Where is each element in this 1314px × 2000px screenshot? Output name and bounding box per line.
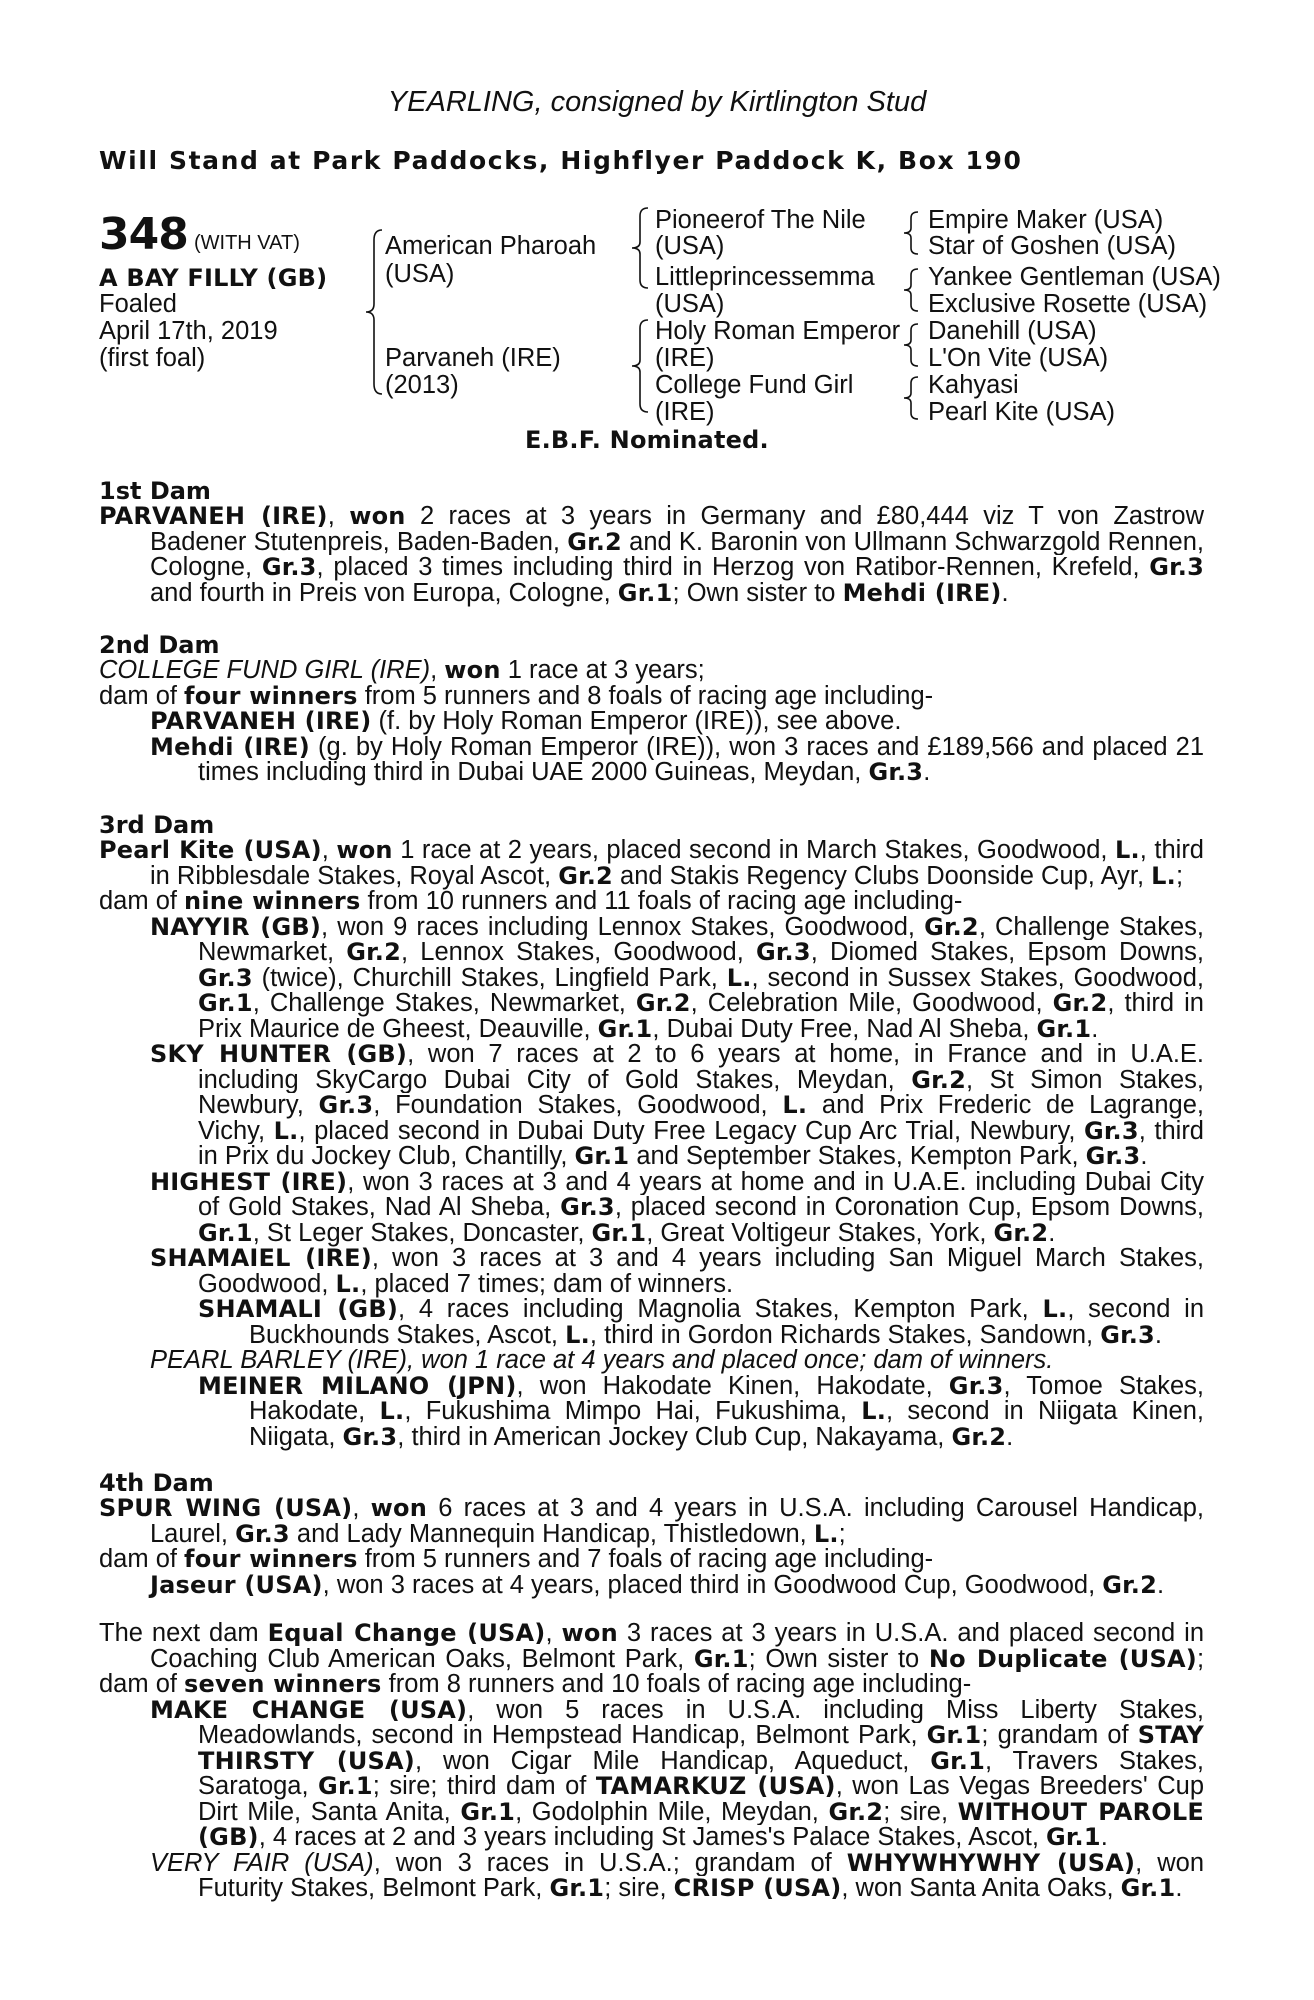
dam-name: Parvaneh (IRE) (385, 344, 561, 372)
first-dam-heading: 1st Dam (99, 477, 211, 505)
body-line: Jaseur (USA), won 3 races at 4 years, placed third in Goodwood Cup, Goodwood, Gr.2. (150, 1570, 1165, 1599)
body-line: Gr.1, St Leger Stakes, Doncaster, Gr.1, Great Voltigeur Stakes, York, Gr.2. (198, 1218, 1056, 1247)
ebf-nomination: E.B.F. Nominated. (525, 426, 769, 454)
body-line: VERY FAIR (USA), won 3 races in U.S.A.; grandam of WHYWHYWHY (USA), won (150, 1850, 1204, 1876)
vat-note: (WITH VAT) (194, 232, 300, 254)
sire-origin: (USA) (385, 260, 455, 288)
third-dam-heading: 3rd Dam (99, 811, 215, 839)
body-line: THIRSTY (USA), won Cigar Mile Handicap, Aqueduct, Gr.1, Travers Stakes, (198, 1748, 1204, 1774)
body-line: Futurity Stakes, Belmont Park, Gr.1; sire, CRISP (USA), won Santa Anita Oaks, Gr.1. (198, 1874, 1183, 1902)
body-line: (GB), 4 races at 2 and 3 years including St James's Palace Stakes, Ascot, Gr.1. (198, 1823, 1108, 1851)
ped-g2-2-name: Littleprincessemma (655, 263, 875, 291)
lot-name: A BAY FILLY (GB) (99, 264, 328, 292)
body-line: dam of seven winners from 8 runners and 10 foals of racing age including- (99, 1670, 972, 1698)
ped-g2-1-origin: (USA) (655, 232, 725, 260)
body-line: dam of nine winners from 10 runners and 11 foals of racing age including- (99, 887, 963, 915)
body-line: Saratoga, Gr.1; sire; third dam of TAMARKUZ (USA), won Las Vegas Breeders' Cup (198, 1774, 1204, 1800)
ped-g3-5: Danehill (USA) (928, 317, 1097, 345)
body-line: Mehdi (IRE) (g. by Holy Roman Emperor (IRE)), won 3 races and £189,566 and placed 21 (150, 734, 1204, 760)
ped-g2-3-origin: (IRE) (655, 344, 715, 372)
body-line: PARVANEH (IRE) (f. by Holy Roman Emperor (IRE)), see above. (150, 707, 902, 735)
gen3-brace-4 (900, 375, 922, 421)
body-line: Pearl Kite (USA), won 1 race at 2 years, placed second in March Stakes, Goodwood, L., third (99, 838, 1204, 864)
body-line: in Prix du Jockey Club, Chantilly, Gr.1 and September Stakes, Kempton Park, Gr.3. (198, 1142, 1148, 1170)
ped-g2-4-origin: (IRE) (655, 398, 715, 426)
dam-brace (628, 318, 652, 414)
ped-g3-2: Star of Goshen (USA) (928, 232, 1177, 260)
ped-g2-3-name: Holy Roman Emperor (655, 317, 901, 345)
body-line: MEINER MILANO (JPN), won Hakodate Kinen, Hakodate, Gr.3, Tomoe Stakes, (198, 1373, 1204, 1399)
body-line: MAKE CHANGE (USA), won 5 races in U.S.A. including Miss Liberty Stakes, (150, 1697, 1204, 1723)
foal-note: (first foal) (99, 344, 206, 372)
body-line: NAYYIR (GB), won 9 races including Lennox Stakes, Goodwood, Gr.2, Challenge Stakes, (150, 914, 1204, 940)
body-line: times including third in Dubai UAE 2000 Guineas, Meydan, Gr.3. (198, 758, 931, 786)
sire-brace (628, 206, 652, 290)
body-line: dam of four winners from 5 runners and 8 foals of racing age including- (99, 681, 934, 710)
body-line: COLLEGE FUND GIRL (IRE), won 1 race at 3 years; (99, 656, 705, 684)
body-line: of Gold Stakes, Nad Al Sheba, Gr.3, placed second in Coronation Cup, Epsom Downs, (198, 1195, 1204, 1221)
ped-g3-1: Empire Maker (USA) (928, 206, 1164, 234)
body-line: SHAMAIEL (IRE), won 3 races at 3 and 4 years including San Miguel March Stakes, (150, 1246, 1204, 1272)
sire-name: American Pharoah (385, 232, 597, 260)
fourth-dam-section (99, 1470, 1204, 1598)
ped-g2-1-name: Pioneerof The Nile (655, 206, 866, 234)
body-line: Newbury, Gr.3, Foundation Stakes, Goodwood, L. and Prix Frederic de Lagrange, (198, 1093, 1204, 1119)
sire-dam-brace (362, 228, 386, 396)
body-line: HIGHEST (IRE), won 3 races at 3 and 4 years at home and in U.A.E. including Dubai City (150, 1169, 1204, 1195)
ped-g3-6: L'On Vite (USA) (928, 344, 1109, 372)
page-title: YEARLING, consigned by Kirtlington Stud (387, 86, 927, 118)
second-dam-heading: 2nd Dam (99, 631, 220, 659)
body-line: PEARL BARLEY (IRE), won 1 race at 4 years and placed once; dam of winners. (150, 1346, 1054, 1374)
body-line: Gr.1, Challenge Stakes, Newmarket, Gr.2, Celebration Mile, Goodwood, Gr.2, third in (198, 991, 1204, 1017)
foaled-date: April 17th, 2019 (99, 317, 278, 345)
body-line: Niigata, Gr.3, third in American Jockey Club Cup, Nakayama, Gr.2. (249, 1422, 1014, 1451)
ped-g3-8: Pearl Kite (USA) (928, 398, 1116, 426)
fourth-dam-heading: 4th Dam (99, 1469, 214, 1497)
first-dam-section (99, 478, 1204, 606)
ped-g3-3: Yankee Gentleman (USA) (928, 263, 1221, 291)
body-line: dam of four winners from 5 runners and 7 foals of racing age including- (99, 1545, 934, 1573)
gen3-brace-3 (900, 322, 922, 368)
body-line: including SkyCargo Dubai City of Gold Stakes, Meydan, Gr.2, St Simon Stakes, (198, 1067, 1204, 1093)
body-line: Meadowlands, second in Hempstead Handicap, Belmont Park, Gr.1; grandam of STAY (198, 1723, 1204, 1749)
second-dam-section (99, 632, 1204, 786)
body-line: Hakodate, L., Fukushima Mimpo Hai, Fukushima, L., second in Niigata Kinen, (249, 1399, 1204, 1425)
body-line: Cologne, Gr.3, placed 3 times including third in Herzog von Ratibor-Rennen, Krefeld, Gr.3 (150, 555, 1204, 581)
body-line: Newmarket, Gr.2, Lennox Stakes, Goodwood, Gr.3, Diomed Stakes, Epsom Downs, (198, 940, 1204, 966)
body-line: PARVANEH (IRE), won 2 races at 3 years in Germany and £80,444 viz T von Zastrow (99, 504, 1204, 530)
body-line: Laurel, Gr.3 and Lady Mannequin Handicap, Thistledown, L.; (150, 1519, 846, 1548)
body-line: SPUR WING (USA), won 6 races at 3 and 4 years in U.S.A. including Carousel Handicap, (99, 1496, 1204, 1522)
foaled-label: Foaled (99, 290, 177, 318)
stand-location: Will Stand at Park Paddocks, Highflyer Paddock K, Box 190 (99, 146, 1023, 175)
body-line: Badener Stutenpreis, Baden-Baden, Gr.2 and K. Baronin von Ullmann Schwarzgold Rennen, (150, 529, 1204, 555)
body-line: Buckhounds Stakes, Ascot, L., third in Gordon Richards Stakes, Sandown, Gr.3. (249, 1320, 1163, 1349)
body-line: in Ribblesdale Stakes, Royal Ascot, Gr.2 and Stakis Regency Clubs Doonside Cup, Ayr, L.; (150, 861, 1184, 890)
ped-g2-2-origin: (USA) (655, 290, 725, 318)
body-line: The next dam Equal Change (USA), won 3 races at 3 years in U.S.A. and placed second in (99, 1621, 1204, 1647)
body-line: Coaching Club American Oaks, Belmont Park, Gr.1; Own sister to No Duplicate (USA); (150, 1646, 1204, 1672)
next-dam-section (99, 1621, 1204, 1902)
body-line: SKY HUNTER (GB), won 7 races at 2 to 6 years at home, in France and in U.A.E. (150, 1042, 1204, 1068)
third-dam-section (99, 812, 1204, 1450)
ped-g3-7: Kahyasi (928, 371, 1019, 399)
gen3-brace-1 (900, 210, 922, 256)
body-line: SHAMALI (GB), 4 races including Magnolia Stakes, Kempton Park, L., second in (198, 1297, 1204, 1323)
lot-number: 348 (99, 209, 188, 260)
body-line: and fourth in Preis von Europa, Cologne, Gr.1; Own sister to Mehdi (IRE). (150, 578, 1009, 607)
body-line: Goodwood, L., placed 7 times; dam of winners. (198, 1269, 734, 1298)
body-line: Prix Maurice de Gheest, Deauville, Gr.1, Dubai Duty Free, Nad Al Sheba, Gr.1. (198, 1014, 1099, 1043)
gen3-brace-2 (900, 267, 922, 313)
dam-year: (2013) (385, 371, 459, 399)
ped-g3-4: Exclusive Rosette (USA) (928, 290, 1208, 318)
body-line: Vichy, L., placed second in Dubai Duty Free Legacy Cup Arc Trial, Newbury, Gr.3, third (198, 1118, 1204, 1144)
ped-g2-4-name: College Fund Girl (655, 371, 854, 399)
body-line: Dirt Mile, Santa Anita, Gr.1, Godolphin Mile, Meydan, Gr.2; sire, WITHOUT PAROLE (198, 1799, 1204, 1825)
body-line: Gr.3 (twice), Churchill Stakes, Lingfield Park, L., second in Sussex Stakes, Goodwood, (198, 965, 1204, 991)
